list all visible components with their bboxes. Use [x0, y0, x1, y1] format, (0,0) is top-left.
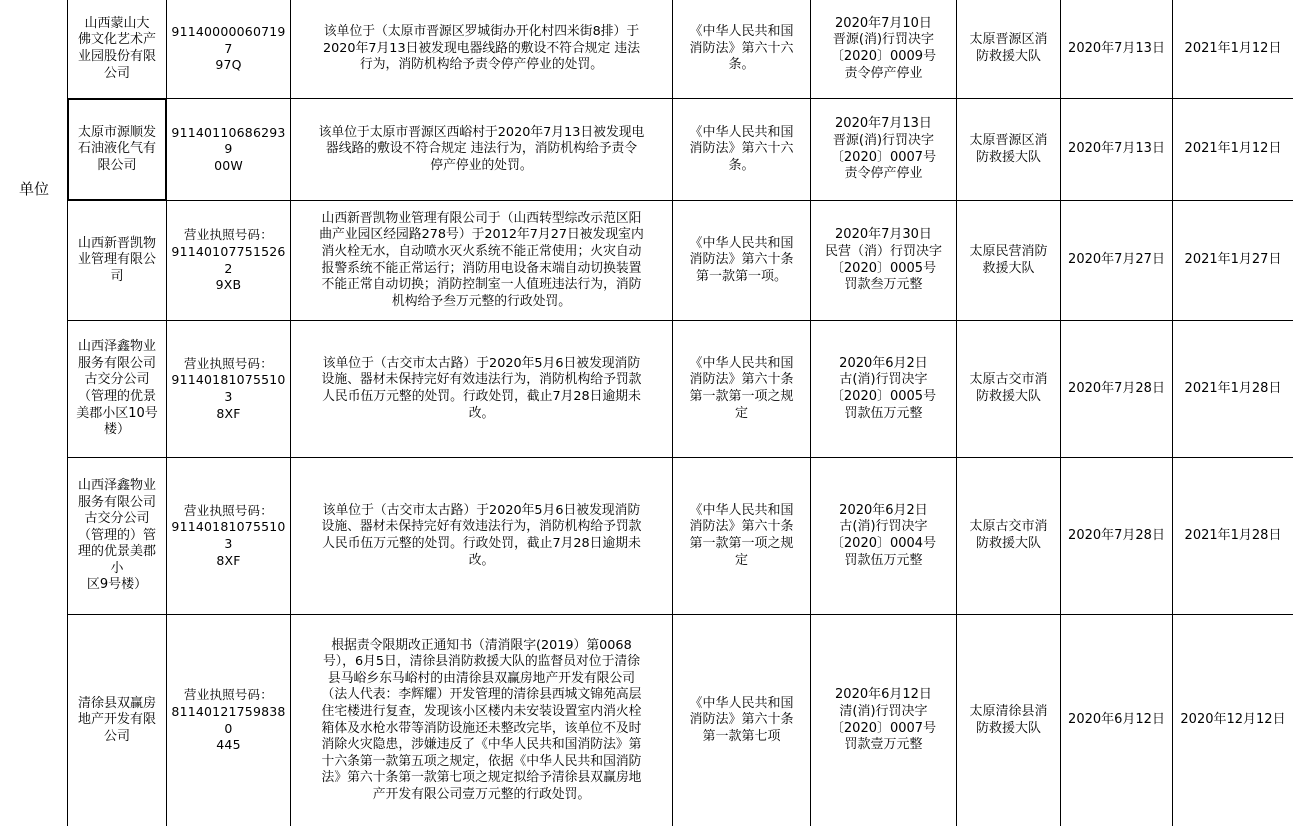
cell-unit-name[interactable]: 清徐县双赢房 地产开发有限 公司: [77, 695, 156, 744]
cell-decision[interactable]: 2020年7月30日 民营（消）行罚决字 〔2020〕0005号 罚款叁万元整: [824, 227, 942, 293]
cell-decision[interactable]: 2020年7月13日 晋源(消)行罚决字 〔2020〕0007号 责令停产停业: [830, 116, 937, 182]
cell-authority[interactable]: 太原民营消防 救援大队: [969, 243, 1048, 276]
cell-unit-name[interactable]: 山西蒙山大 佛文化艺术产 业园股份有限 公司: [77, 15, 156, 81]
cell-credit-code[interactable]: 营业执照号码： 911401810755103 8XF: [171, 355, 286, 421]
cell-credit-code[interactable]: 营业执照号码： 911401810755103 8XF: [171, 502, 286, 568]
cell-unit-name[interactable]: 山西新晋凯物 业管理有限公 司: [77, 235, 156, 284]
cell-authority[interactable]: 太原晋源区消 防救援大队: [969, 132, 1048, 165]
cell-credit-code[interactable]: 营业执照号码： 811401217598380 445: [171, 687, 286, 753]
cell-date[interactable]: 2020年7月13日: [1068, 141, 1165, 157]
cell-date[interactable]: 2020年7月27日: [1068, 252, 1165, 268]
cell-date[interactable]: 2020年7月13日: [1068, 40, 1165, 56]
cell-expire-date[interactable]: 2020年12月12日: [1180, 712, 1286, 728]
cell-unit-name[interactable]: 太原市源顺发 石油液化气有 限公司: [77, 124, 156, 173]
cell-legal-basis[interactable]: 《中华人民共和国 消防法》第六十六 条。: [689, 24, 794, 73]
cell-date[interactable]: 2020年7月28日: [1068, 380, 1165, 396]
cell-legal-basis[interactable]: 《中华人民共和国 消防法》第六十条 第一款第七项: [689, 695, 794, 744]
cell-legal-basis[interactable]: 《中华人民共和国 消防法》第六十条 第一款第一项之规 定: [689, 502, 794, 568]
cell-decision[interactable]: 2020年6月2日 古(消)行罚决字 〔2020〕0004号 罚款伍万元整: [830, 502, 937, 568]
cell-credit-code[interactable]: 911400000607197 97Q: [171, 24, 286, 73]
cell-unit-name[interactable]: 山西泽鑫物业 服务有限公司 古交分公司 （管理的优景 美郡小区10号 楼）: [76, 339, 158, 438]
cell-violation-content[interactable]: 山西新晋凯物业管理有限公司于（山西转型综改示范区阳 曲产业园区经园路278号）于2012年7月27日被发现室内 消火栓无水，自动喷水灭火系统不能正常使用；火灾自动 报警系统不能正常运行；消防用电设备末端自动切换装置 不能正常自动切换；消防控制室一人值班违法行为，消防 机构给予叁万元整的行政处罚。: [319, 210, 644, 309]
cell-authority[interactable]: 太原清徐县消 防救援大队: [969, 703, 1048, 736]
cell-violation-content[interactable]: 该单位于（太原市晋源区罗城街办开化村四米街8排）于 2020年7月13日被发现电器线路的敷设不符合规定 违法 行为，消防机构给予责令停产停业的处罚。: [323, 24, 640, 73]
cell-legal-basis[interactable]: 《中华人民共和国 消防法》第六十六 条。: [689, 124, 794, 173]
cell-date[interactable]: 2020年6月12日: [1068, 712, 1165, 728]
cell-authority[interactable]: 太原晋源区消 防救援大队: [969, 32, 1048, 64]
cell-expire-date[interactable]: 2021年1月27日: [1184, 252, 1282, 268]
cell-violation-content[interactable]: 该单位于（古交市太古路）于2020年5月6日被发现消防 设施、器材未保持完好有效违法行为，消防机构给予罚款 人民币伍万元整的处罚。行政处罚，截止7月28日逾期未 改。: [321, 355, 642, 421]
cell-credit-code[interactable]: 911401106862939 00W: [171, 124, 286, 173]
cell-violation-content[interactable]: 根据责令限期改正通知书（清消限字(2019）第0068 号），6月5日，清徐县消防救援大队的监督员对位于清徐 县马峪乡东马峪村的由清徐县双赢房地产开发有限公司 （法人代表：李辉耀）开发管理的清徐县西城文锦苑高层 住宅楼进行复查，发现该小区楼内未安装设置室内消火栓 箱体及水枪水带等消防设施还未整改完毕，该单位不及时 消除火灾隐患，涉嫌违反了《中华人民共和国消防法》第 十六条第一款第五项之规定，依据《中华人民共和国消防 法》第六十条第一款第七项之规定拟给予清徐县双赢房地 产开发有限公司壹万元整的行政处罚。: [321, 637, 642, 802]
cell-decision[interactable]: 2020年6月12日 清(消)行罚决字 〔2020〕0007号 罚款壹万元整: [830, 687, 937, 753]
cell-violation-content[interactable]: 该单位于（古交市太古路）于2020年5月6日被发现消防 设施、器材未保持完好有效违法行为，消防机构给予罚款 人民币伍万元整的处罚。行政处罚，截止7月28日逾期未 改。: [321, 502, 642, 568]
cell-expire-date[interactable]: 2021年1月12日: [1184, 40, 1282, 56]
cell-violation-content[interactable]: 该单位于太原市晋源区西峪村于2020年7月13日被发现电 器线路的敷设不符合规定 违法行为，消防机构给予责令 停产停业的处罚。: [318, 124, 645, 173]
cell-legal-basis[interactable]: 《中华人民共和国 消防法》第六十条 第一款第一项。: [689, 235, 794, 284]
cell-decision[interactable]: 2020年6月2日 古(消)行罚决字 〔2020〕0005号 罚款伍万元整: [830, 355, 937, 421]
cell-expire-date[interactable]: 2021年1月28日: [1184, 380, 1282, 396]
cell-date[interactable]: 2020年7月28日: [1068, 527, 1165, 543]
group-label-unit: 单位: [18, 179, 49, 198]
cell-credit-code[interactable]: 营业执照号码： 911401077515262 9XB: [171, 227, 286, 293]
cell-authority[interactable]: 太原古交市消 防救援大队: [969, 372, 1048, 404]
cell-expire-date[interactable]: 2021年1月28日: [1184, 527, 1282, 543]
cell-decision[interactable]: 2020年7月10日 晋源(消)行罚决字 〔2020〕0009号 责令停产停业: [830, 15, 937, 81]
cell-authority[interactable]: 太原古交市消 防救援大队: [969, 519, 1048, 551]
cell-unit-name[interactable]: 山西泽鑫物业 服务有限公司 古交分公司 （管理的）管 理的优景美郡 小 区9号楼）: [77, 477, 156, 593]
cell-legal-basis[interactable]: 《中华人民共和国 消防法》第六十条 第一款第一项之规 定: [689, 355, 794, 421]
cell-expire-date[interactable]: 2021年1月12日: [1184, 141, 1282, 157]
